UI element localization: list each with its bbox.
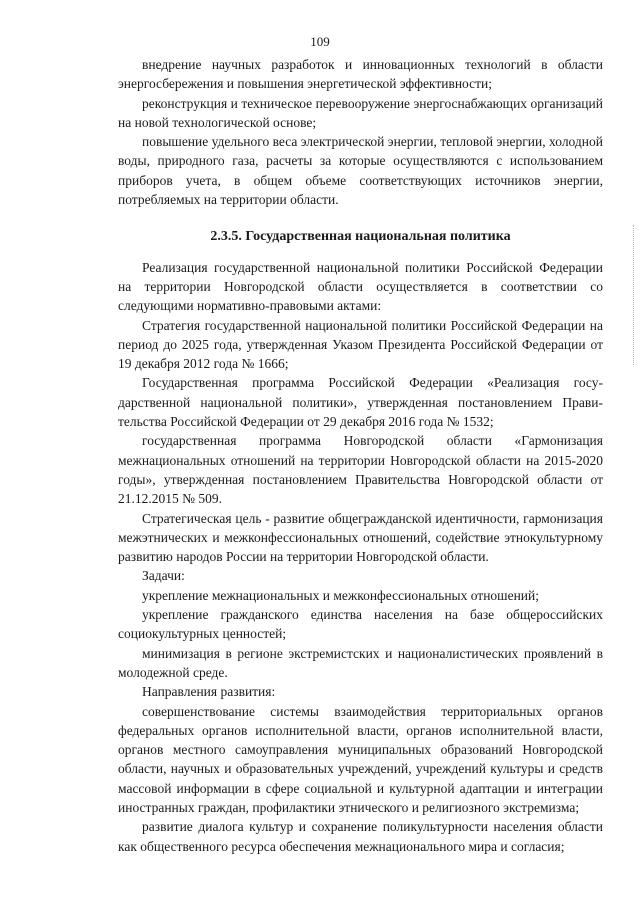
paragraph: Реализация государственной национальной политики Российской Федерации на территории Новгородской области осуществляется в соответствии со следующими нормативно-правовыми актами: [118,259,603,314]
paragraph: укрепление гражданского единства населения на базе общероссийских социокультурных ценностей; [118,607,603,642]
paragraph: внедрение научных разработок и инновационных технологий в области энергосбережения и повышения энергетической эффективности; [118,57,603,92]
paragraph: минимизация в регионе экстремистских и националистических проявлений в молодежной среде. [118,645,603,680]
document-body [118,55,603,856]
paragraph: Направления развития: [142,684,276,700]
paragraph: государственная программа Новгородской области «Гармонизация межнациональных отношений на территории Новгородской области на 2015-2020 годы», утвержденная постановлением Правительства Новгородской области от 21.12.2015 № 509. [118,433,603,507]
paragraph: совершенствование системы взаимодействия территориальных органов федеральных органов исполнительной власти, органов исполнительной власти, органов местного самоуправления муниципальных образований Новгородской области, научных и образовательных учреждений, учреждений культуры и средств массовой информации в сфере социальной и культурной адаптации и интеграции иностранных граждан, профилактики этнического и религиозного экстремизма; [118,703,603,815]
scan-margin-marks [633,225,637,365]
paragraph: Стратегия государственной национальной политики Российской Федерации на период до 2025 года, утвержденная Указом Президента Российской Федерации от 19 декабря 2012 года № 1666; [118,317,603,372]
paragraph: укрепление межнациональных и межконфессиональных отношений; [142,587,539,603]
page-number: 109 [310,34,330,49]
section-heading: 2.3.5. Государственная национальная политика [210,229,511,245]
paragraph: Задачи: [142,568,185,584]
paragraph: Стратегическая цель - развитие общегражданской идентичности, гармонизация межэтнических и межконфессиональных отношений, содействие этнокультурному развитию народов России на территории Новгородской области. [118,510,603,565]
paragraph: развитие диалога культур и сохранение поликультурности населения области как общественного ресурса обеспечения межнационального мира и согласия; [118,819,603,854]
paragraph: реконструкция и техническое перевооружение энергоснабжающих организаций на новой технологической основе; [118,95,603,130]
paragraph: Государственная программа Российской Федерации «Реализация государственной национальной политики», утвержденная постановлением Правительства Российской Федерации от 29 декабря 2016 года № 1532; [118,375,603,430]
paragraph: повышение удельного веса электрической энергии, тепловой энергии, холодной воды, природного газа, расчеты за которые осуществляются с использованием приборов учета, в общем объеме соответствующих источников энергии, потребляемых на территории области. [118,134,603,208]
